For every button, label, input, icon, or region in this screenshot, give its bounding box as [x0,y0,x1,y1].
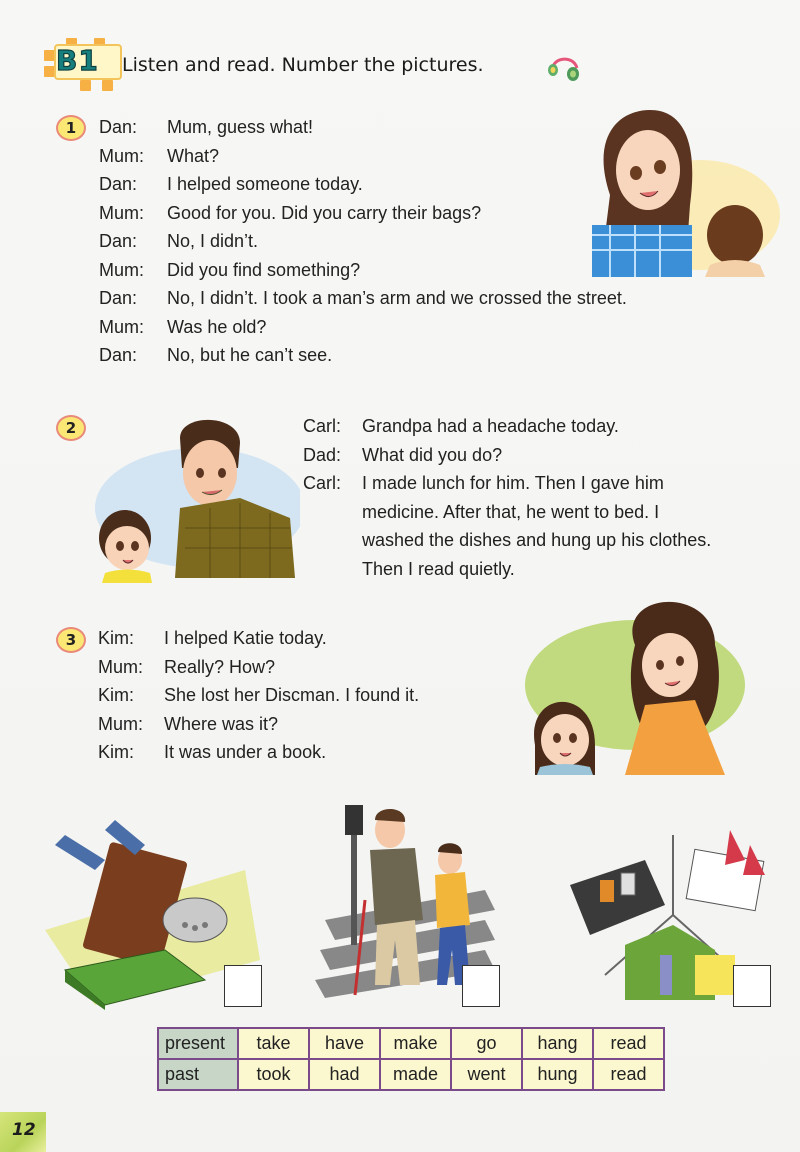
line-text: What did you do? [362,444,503,465]
dialogue-line [99,313,627,342]
speaker: Carl: [303,416,342,436]
table-cell: read [593,1059,664,1090]
answer-box[interactable] [462,965,500,1007]
dialogue-number: 1 [56,115,86,141]
speaker: Mum: [98,713,143,734]
speaker: Carl: [303,473,342,493]
mum-and-dan-illustration [580,105,785,277]
row-header: present [158,1028,238,1059]
dialogue-line [99,113,627,142]
table-cell: make [380,1028,451,1059]
line-text: Grandpa had a headache today. [362,416,619,436]
line-text: What? [167,145,220,166]
dialogue-number: 3 [56,627,86,653]
speaker: Kim: [98,742,134,762]
line-text: I helped someone today. [167,174,363,194]
line-text: Was he old? [167,316,267,337]
speaker: Mum: [99,202,144,223]
line-text: Did you find something? [167,259,361,280]
speaker: Dan: [99,345,138,365]
speaker: Dan: [99,174,138,194]
speaker: Dan: [99,231,138,251]
speaker: Dad: [303,444,342,465]
page-number-tab [0,1112,46,1152]
dialogue-line [98,738,419,767]
speaker: Mum: [99,259,144,280]
dialogue-line [303,469,711,498]
table-cell: hung [522,1059,593,1090]
badge-label: B1 [56,44,99,77]
line-text: Mum, guess what! [167,117,314,137]
headphones-icon[interactable] [545,52,581,82]
instruction-heading: Listen and read. Number the pictures. [122,54,484,76]
dialogue-line [303,441,711,470]
table-row-present [158,1028,664,1059]
line-text: Really? How? [164,656,276,677]
line-text: I made lunch for him. Then I gave him [362,473,664,493]
dialogue-line [99,284,627,313]
table-row-past [158,1059,664,1090]
answer-box[interactable] [224,965,262,1007]
table-cell: hang [522,1028,593,1059]
dialogue-line [99,170,627,199]
section-badge [38,38,128,98]
row-header: past [158,1059,238,1090]
verb-tense-table [157,1027,665,1091]
dialogue-continuation: Then I read quietly. [362,558,515,579]
page-number: 12 [12,1120,36,1140]
dialogue-continuation: washed the dishes and hung up his clothes. [362,530,712,550]
dialogue-line [99,199,627,228]
dialogue-line [99,256,627,285]
dialogue-line [98,710,419,739]
dialogue-number: 2 [56,415,86,441]
dialogue-line [98,653,419,682]
dialogue-3 [98,624,419,767]
speaker: Dan: [99,117,138,137]
dialogue-2 [303,412,711,583]
dialogue-line [99,227,627,256]
dialogue-line [98,681,419,710]
line-text: She lost her Discman. I found it. [164,685,420,705]
table-cell: had [309,1059,380,1090]
answer-box[interactable] [733,965,771,1007]
dialogue-line [98,624,419,653]
dialogue-line [99,142,627,171]
speaker: Dan: [99,288,138,308]
badge-square [102,80,113,91]
line-text: Where was it? [164,713,279,734]
line-text: It was under a book. [164,742,327,762]
table-cell: have [309,1028,380,1059]
badge-square [80,80,91,91]
table-cell: read [593,1028,664,1059]
dialogue-line [303,412,711,441]
carl-and-dad-illustration [90,408,300,583]
table-cell: took [238,1059,309,1090]
line-text: Good for you. Did you carry their bags? [167,202,482,223]
table-cell: made [380,1059,451,1090]
dialogue-1 [99,113,627,370]
speaker: Mum: [99,145,144,166]
line-text: No, I didn’t. [167,231,259,251]
line-text: No, but he can’t see. [167,345,333,365]
kim-and-mum-illustration [515,595,785,775]
speaker: Kim: [98,685,134,705]
line-text: No, I didn’t. I took a man’s arm and we crossed the street. [167,288,627,308]
table-cell: went [451,1059,522,1090]
speaker: Mum: [98,656,143,677]
table-cell: go [451,1028,522,1059]
dialogue-continuation: medicine. After that, he went to bed. I [362,501,660,522]
table-cell: take [238,1028,309,1059]
line-text: I helped Katie today. [164,628,327,648]
speaker: Mum: [99,316,144,337]
speaker: Kim: [98,628,134,648]
dialogue-line [99,341,627,370]
